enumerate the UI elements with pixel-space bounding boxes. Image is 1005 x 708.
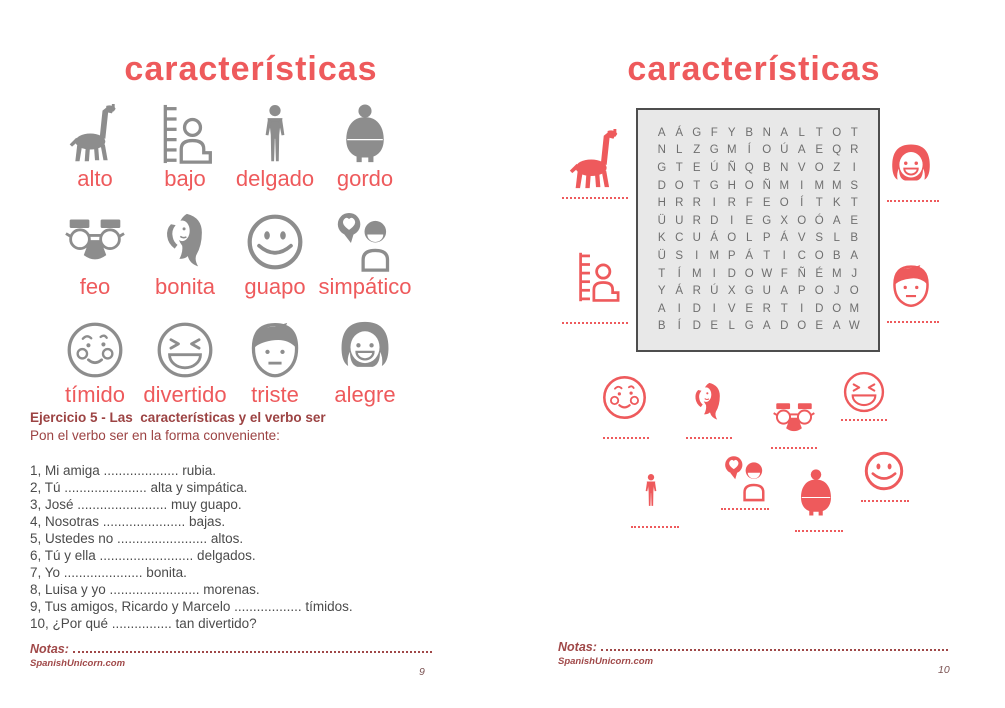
wordsearch-letter: N — [657, 144, 666, 157]
blank-gordo — [795, 530, 843, 532]
vocab-label: gordo — [336, 166, 394, 191]
exercise-item: 9, Tus amigos, Ricardo y Marcelo .................. tímidos. — [30, 599, 353, 614]
wordsearch-letter: T — [658, 267, 666, 280]
wordsearch-letter: Ú — [710, 285, 719, 298]
wordsearch-letter: M — [709, 249, 720, 262]
wordsearch-letter: X — [780, 214, 789, 227]
wordsearch-letter: Á — [675, 285, 684, 298]
wordsearch-letter: X — [727, 285, 736, 298]
notes-row-right — [558, 640, 948, 654]
wordsearch-letter: H — [657, 197, 666, 210]
wordsearch-letter: I — [852, 161, 856, 174]
wordsearch-letter: Ú — [780, 144, 789, 157]
notes-label: Notas: — [30, 642, 69, 656]
wordsearch-letter: R — [727, 197, 736, 210]
wordsearch-letter: T — [763, 249, 771, 262]
wordsearch-letter: E — [815, 320, 824, 333]
blank-alto — [562, 197, 628, 199]
wordsearch-letter: E — [710, 320, 719, 333]
wordsearch-letter: G — [744, 285, 754, 298]
wordsearch-letter: A — [780, 126, 789, 139]
wordsearch-letter: B — [657, 320, 666, 333]
vocab-item-delgado — [230, 94, 320, 192]
blank-alegre — [887, 200, 939, 202]
exercise-item: 1, Mi amiga .................... rubia. — [30, 463, 217, 478]
fat-person-icon — [792, 464, 840, 522]
wordsearch-letter: I — [800, 302, 804, 315]
wordsearch-letter: F — [745, 197, 753, 210]
wordsearch-box — [636, 108, 880, 352]
wordsearch-letter: O — [744, 267, 754, 280]
vocab-label: alto — [77, 166, 113, 191]
wordsearch-letter: W — [761, 267, 773, 280]
vocab-label: bonita — [155, 274, 215, 299]
groucho-glasses-icon — [65, 210, 125, 274]
exercise-item: 8, Luisa y yo ........................ morenas. — [30, 582, 260, 597]
wordsearch-letter: U — [762, 285, 771, 298]
wordsearch-letter: M — [831, 179, 842, 192]
wordsearch-letter: G — [657, 161, 667, 174]
vocab-label: triste — [251, 382, 299, 407]
wordsearch-letter: B — [762, 161, 771, 174]
wordsearch-letter: R — [850, 144, 859, 157]
wordsearch-letter: Í — [677, 320, 681, 333]
wordsearch-letter: I — [712, 302, 716, 315]
exercise-item: 5, Ustedes no ........................ altos. — [30, 531, 244, 546]
vocab-label: alegre — [334, 382, 396, 407]
wordsearch-letter: I — [677, 302, 681, 315]
wordsearch-letter: I — [730, 214, 734, 227]
wordsearch-letter: Y — [657, 285, 666, 298]
wordsearch-letter: I — [800, 179, 804, 192]
wordsearch-letter: D — [692, 302, 701, 315]
wordsearch-letter: Z — [693, 144, 701, 157]
wordsearch-letter: T — [850, 126, 858, 139]
vocab-item-bonita — [140, 202, 230, 300]
wordsearch-letter: Í — [800, 197, 804, 210]
wordsearch-letter: O — [762, 144, 772, 157]
wordsearch-letter: N — [780, 161, 789, 174]
page-number-right: 10 — [938, 664, 950, 676]
wordsearch-letter: I — [712, 267, 716, 280]
wordsearch-letter: Ü — [657, 249, 666, 262]
wordsearch-letter: U — [675, 214, 684, 227]
vocab-item-alegre — [320, 310, 410, 408]
wordsearch-letter: Q — [832, 144, 842, 157]
shy-face-icon — [65, 318, 125, 382]
page-title-left: características — [124, 50, 378, 88]
wordsearch-letter: P — [797, 285, 806, 298]
wordsearch-letter: O — [674, 179, 684, 192]
wordsearch-letter: O — [727, 232, 737, 245]
blank-bajo — [562, 322, 628, 324]
woman-hair-icon — [155, 210, 215, 274]
happy-girl-icon — [887, 142, 935, 192]
wordsearch-letter: V — [797, 161, 806, 174]
giraffe-icon — [565, 129, 627, 191]
vocab-label: feo — [79, 274, 111, 299]
wordsearch-letter: T — [675, 161, 683, 174]
vocab-item-divertido — [140, 310, 230, 408]
wordsearch-letter: T — [693, 179, 701, 192]
wordsearch-letter: A — [657, 126, 666, 139]
wordsearch-letter: D — [727, 267, 736, 280]
exercise-item: 10, ¿Por qué ................ tan divertido? — [30, 616, 257, 631]
wordsearch-letter: T — [780, 302, 788, 315]
wordsearch-letter: T — [815, 197, 823, 210]
wordsearch-letter: A — [657, 302, 666, 315]
notes-dotted-line — [73, 651, 432, 653]
wordsearch-letter: V — [797, 232, 806, 245]
wordsearch-letter: Í — [677, 267, 681, 280]
wordsearch-letter: F — [710, 126, 718, 139]
wordsearch-letter: G — [744, 320, 754, 333]
vocab-label: delgado — [235, 166, 315, 191]
wordsearch-letter: G — [709, 144, 719, 157]
wordsearch-letter: Á — [780, 232, 789, 245]
wordsearch-letter: O — [832, 126, 842, 139]
wordsearch-letter: Ñ — [762, 179, 771, 192]
wordsearch-letter: I — [695, 249, 699, 262]
wordsearch-letter: O — [779, 197, 789, 210]
wordsearch-letter: D — [657, 179, 666, 192]
blank-bonita — [686, 437, 732, 439]
blank-delgado — [631, 526, 679, 528]
wordsearch-letter: Ñ — [727, 161, 736, 174]
wordsearch-letter: Ñ — [797, 267, 806, 280]
wordsearch-letter: B — [745, 126, 754, 139]
wordsearch-letter: O — [814, 161, 824, 174]
wordsearch-letter: C — [675, 232, 684, 245]
wordsearch-letter: M — [779, 179, 790, 192]
vocab-label: divertido — [143, 382, 227, 407]
blank-divertido — [841, 419, 887, 421]
wordsearch-letter: W — [848, 320, 860, 333]
wordsearch-letter: B — [832, 249, 841, 262]
wordsearch-letter: O — [797, 214, 807, 227]
wordsearch-letter: A — [832, 320, 841, 333]
blank-timido — [603, 437, 649, 439]
wordsearch-letter: L — [676, 144, 683, 157]
wordsearch-letter: I — [712, 197, 716, 210]
wordsearch-letter: T — [850, 197, 858, 210]
wordsearch-letter: R — [692, 214, 701, 227]
vocab-label: guapo — [244, 274, 306, 299]
blank-simpatico — [721, 508, 769, 510]
exercise-item: 6, Tú y ella ......................... delgados. — [30, 548, 256, 563]
exercise-item: 3, José ........................ muy guapo. — [30, 497, 242, 512]
wordsearch-letter: D — [815, 302, 824, 315]
wordsearch-letter: D — [692, 320, 701, 333]
wordsearch-letter: L — [833, 232, 840, 245]
wordsearch-letter: Á — [745, 249, 754, 262]
wordsearch-letter: K — [832, 197, 841, 210]
vocab-item-gordo — [320, 94, 410, 192]
wordsearch-letter: J — [833, 285, 840, 298]
happy-girl-icon — [335, 318, 395, 382]
wordsearch-letter: Z — [833, 161, 841, 174]
site-credit-right: SpanishUnicorn.com — [558, 656, 654, 667]
vocab-label: simpático — [318, 274, 412, 299]
wordsearch-letter: A — [832, 214, 841, 227]
wordsearch-letter: R — [762, 302, 771, 315]
wordsearch-letter: Á — [675, 126, 684, 139]
vocab-item-feo — [50, 202, 140, 300]
blank-guapo — [861, 500, 909, 502]
height-chart-person-icon — [155, 102, 215, 166]
wordsearch-letter: G — [709, 179, 719, 192]
wordsearch-letter: O — [744, 179, 754, 192]
exercise-item: 4, Nosotras ...................... bajas. — [30, 514, 226, 529]
wordsearch-letter: I — [782, 249, 786, 262]
wordsearch-letter: N — [762, 126, 771, 139]
vocab-label: bajo — [164, 166, 206, 191]
wordsearch-letter: E — [850, 214, 859, 227]
wordsearch-letter: S — [675, 249, 684, 262]
wordsearch-letter: O — [797, 320, 807, 333]
wordsearch-letter: R — [692, 285, 701, 298]
exercise-title: Ejercicio 5 - Las características y el verbo ser — [30, 410, 326, 425]
notes-row-left — [30, 642, 432, 656]
wordsearch-letter: É — [815, 267, 824, 280]
wordsearch-letter: O — [814, 285, 824, 298]
height-chart-person-icon — [572, 247, 622, 307]
laughing-face-icon — [155, 318, 215, 382]
wordsearch-letter: A — [780, 285, 789, 298]
wordsearch-letter: O — [814, 249, 824, 262]
wordsearch-letter: B — [850, 232, 859, 245]
vocab-item-simpatico — [320, 202, 410, 300]
smiley-face-icon — [245, 210, 305, 274]
wordsearch-letter: H — [727, 179, 736, 192]
wordsearch-letter: C — [797, 249, 806, 262]
page-number-left: 9 — [419, 666, 425, 678]
wordsearch-letter: E — [815, 144, 824, 157]
wordsearch-letter: L — [746, 232, 753, 245]
exercise-instruction: Pon el verbo ser en la forma conveniente: — [30, 428, 280, 443]
fat-person-icon — [335, 102, 395, 166]
smiley-face-icon — [863, 450, 905, 492]
wordsearch-letter: J — [851, 267, 858, 280]
wordsearch-letter: Ú — [710, 161, 719, 174]
wordsearch-letter: Ü — [657, 214, 666, 227]
wordsearch-letter: L — [728, 320, 735, 333]
woman-hair-icon — [687, 380, 729, 425]
wordsearch-letter: O — [832, 302, 842, 315]
vocab-item-triste — [230, 310, 320, 408]
blank-triste — [887, 321, 939, 323]
wordsearch-letter: Y — [727, 126, 736, 139]
wordsearch-letter: A — [797, 144, 806, 157]
wordsearch-letter: S — [850, 179, 859, 192]
wordsearch-letter: Ó — [814, 214, 824, 227]
vocab-item-alto — [50, 94, 140, 192]
wordsearch-letter: M — [831, 267, 842, 280]
notes-dotted-line — [601, 649, 948, 651]
wordsearch-letter: M — [849, 302, 860, 315]
wordsearch-letter: R — [692, 197, 701, 210]
wordsearch-letter: G — [762, 214, 772, 227]
laughing-face-icon — [842, 370, 886, 414]
wordsearch-letter: K — [657, 232, 666, 245]
wordsearch-letter: L — [798, 126, 805, 139]
wordsearch-letter: Á — [710, 232, 719, 245]
wordsearch-letter: M — [726, 144, 737, 157]
exercise-item: 2, Tú ...................... alta y simpática. — [30, 480, 248, 495]
blank-feo — [771, 447, 817, 449]
wordsearch-letter: Í — [747, 144, 751, 157]
wordsearch-letter: F — [780, 267, 788, 280]
wordsearch-letter: P — [727, 249, 736, 262]
person-heart-bubble-icon — [335, 210, 395, 274]
wordsearch-letter: A — [762, 320, 771, 333]
wordsearch-letter: V — [727, 302, 736, 315]
giraffe-icon — [65, 102, 125, 166]
exercise-item: 7, Yo ..................... bonita. — [30, 565, 187, 580]
wordsearch-letter: T — [815, 126, 823, 139]
exercise-list — [30, 462, 353, 632]
wordsearch-letter: D — [780, 320, 789, 333]
vocab-item-timido — [50, 310, 140, 408]
wordsearch-letter: M — [691, 267, 702, 280]
shy-face-icon — [601, 374, 648, 421]
wordsearch-letter: E — [692, 161, 701, 174]
wordsearch-letter: E — [762, 197, 771, 210]
wordsearch-letter: R — [675, 197, 684, 210]
thin-person-icon — [634, 462, 668, 519]
wordsearch-letter: E — [745, 302, 754, 315]
thin-person-icon — [245, 102, 305, 166]
sad-face-icon — [888, 260, 934, 312]
vocab-item-bajo — [140, 94, 230, 192]
wordsearch-letter: D — [710, 214, 719, 227]
notes-label: Notas: — [558, 640, 597, 654]
groucho-glasses-icon — [771, 398, 817, 440]
vocab-grid — [50, 94, 410, 408]
wordsearch-letter: U — [692, 232, 701, 245]
sad-face-icon — [245, 318, 305, 382]
wordsearch-letter: O — [849, 285, 859, 298]
wordsearch-letter: E — [745, 214, 754, 227]
person-heart-bubble-icon — [723, 455, 769, 502]
wordsearch-letter: G — [692, 126, 702, 139]
wordsearch-letter: M — [814, 179, 825, 192]
wordsearch-letter: Q — [744, 161, 754, 174]
vocab-item-guapo — [230, 202, 320, 300]
page-title-right: características — [627, 50, 881, 88]
vocab-label: tímido — [65, 382, 125, 407]
wordsearch-letter: A — [850, 249, 859, 262]
wordsearch-grid — [653, 124, 863, 335]
site-credit-left: SpanishUnicorn.com — [30, 658, 126, 669]
wordsearch-letter: S — [815, 232, 824, 245]
wordsearch-letter: P — [762, 232, 771, 245]
